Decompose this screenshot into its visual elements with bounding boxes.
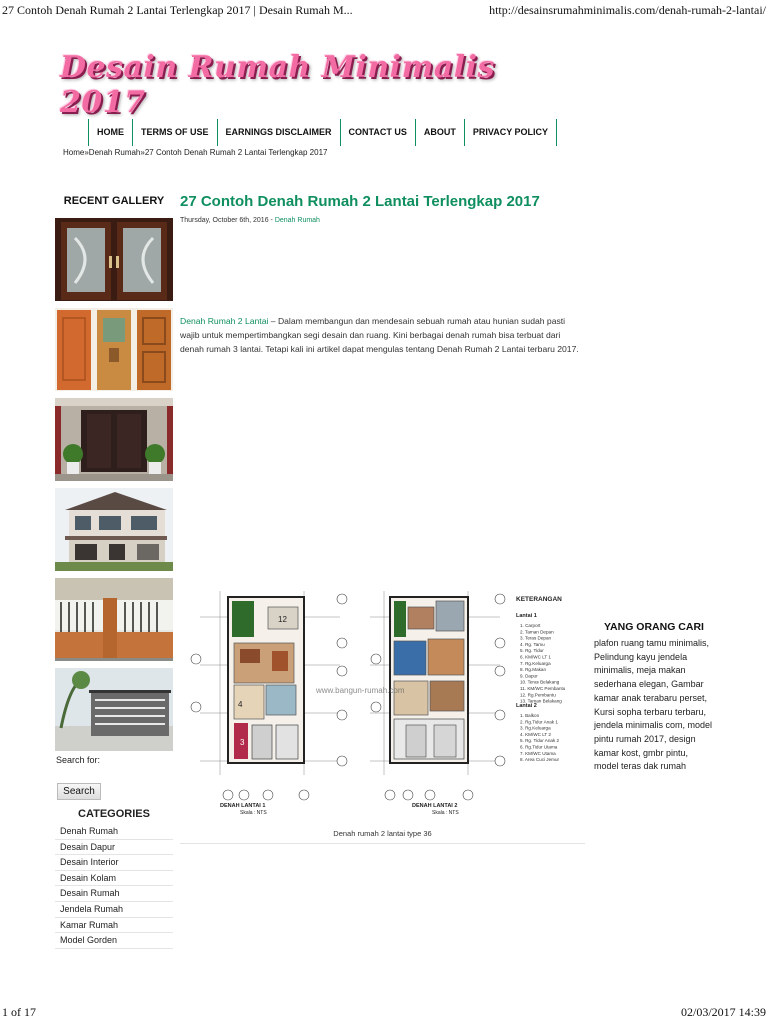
svg-text:12: 12 — [278, 615, 287, 624]
nav-earnings-disclaimer[interactable]: EARNINGS DISCLAIMER — [217, 119, 340, 146]
plan-legend-item: 1. Balkon — [520, 713, 540, 718]
post-body-text: – Dalam membangun dan mendesain sebuah rumah atau hunian sudah pasti wajib untuk mempertimbangkan segi desain dan ruang. Kini berbagai denah rumah bisa terbuat dari denah rumah 3 lantai. Tetapi kali ini artikel dapat mengulas tentang Denah Rumah 2 Lantai terbaru 2017. — [180, 316, 579, 354]
plan-legend-item: 11. KM/WC Pembantu — [520, 686, 566, 691]
gallery-thumb-house[interactable] — [55, 488, 173, 571]
category-kamar-rumah[interactable]: Kamar Rumah — [55, 918, 173, 934]
recent-gallery-title: RECENT GALLERY — [63, 195, 165, 207]
print-page-title: 27 Contoh Denah Rumah 2 Lantai Terlengkap 2017 | Desain Rumah M... — [2, 3, 353, 17]
gallery-thumb-fence[interactable] — [55, 578, 173, 661]
gallery-thumb-entrance[interactable] — [55, 398, 173, 481]
plan-scale-floor2: Skala : NTS — [432, 810, 459, 816]
post-title[interactable]: 27 Contoh Denah Rumah 2 Lantai Terlengkap 2017 — [180, 193, 540, 210]
plan-legend-item: 3. Rg.Keluarga — [520, 725, 551, 731]
plan-legend-item: 2. Rg.Tidur Anak 1 — [520, 719, 558, 725]
main-nav — [88, 119, 557, 146]
plan-legend-item: 13. Taman Belakang — [520, 698, 562, 704]
plan-legend-item: 3. Teras Depan — [520, 635, 552, 641]
post-meta — [180, 217, 320, 224]
site-logo-text: Desain Rumah Minimalis 2017 — [60, 50, 495, 120]
nav-privacy-policy[interactable]: PRIVACY POLICY — [464, 119, 557, 146]
category-desain-kolam[interactable]: Desain Kolam — [55, 871, 173, 887]
post-category-link[interactable]: Denah Rumah — [274, 217, 320, 224]
category-desain-interior[interactable]: Desain Interior — [55, 855, 173, 871]
plan-legend-title: KETERANGAN — [516, 596, 562, 603]
svg-text:4: 4 — [238, 700, 243, 709]
plan-legend-item: 7. Rg.Keluarga — [520, 660, 551, 666]
caption-divider — [180, 843, 585, 844]
plan-legend-item: 10. Teras Belakang — [520, 679, 560, 685]
svg-text:3: 3 — [240, 738, 245, 747]
post-lead-link[interactable]: Denah Rumah 2 Lantai — [180, 316, 269, 326]
plan-legend-item: 5. Rg. Tidur Anak 2 — [520, 738, 560, 744]
category-jendela-rumah[interactable]: Jendela Rumah — [55, 902, 173, 918]
print-page-url: http://desainsrumahminimalis.com/denah-rumah-2-lantai/ — [489, 3, 766, 17]
plan-legend-lantai1: Lantai 1 — [516, 613, 537, 619]
search-label: Search for: — [56, 755, 101, 765]
plan-legend-item: 5. Rg. Tidur — [520, 648, 544, 654]
plan-legend-item: 9. Dapur — [520, 673, 538, 679]
recent-gallery — [55, 218, 173, 758]
search-button[interactable]: Search — [57, 783, 101, 800]
categories-title: CATEGORIES — [78, 808, 150, 820]
plan-legend-item: 7. KM/WC Utama — [520, 750, 556, 756]
post-body — [180, 314, 585, 356]
plan-watermark: www.bangun-rumah.com — [316, 686, 405, 695]
breadcrumb[interactable]: Home»Denah Rumah»27 Contoh Denah Rumah 2 Lantai Terlengkap 2017 — [63, 148, 328, 157]
plan-scale-floor1: Skala : NTS — [240, 810, 267, 816]
plan-legend-item: 12. Rg.Pembantu — [520, 692, 556, 698]
plan-legend-item: 1. Carport — [520, 623, 541, 628]
category-desain-dapur[interactable]: Desain Dapur — [55, 840, 173, 856]
gallery-thumb-wooden-doors[interactable] — [55, 308, 173, 391]
site-logo[interactable] — [60, 50, 530, 120]
print-footer — [0, 1002, 768, 1024]
floor-plan-image[interactable] — [180, 577, 585, 823]
plan-caption: Denah rumah 2 lantai type 36 — [333, 829, 432, 838]
plan-legend-item: 6. Rg.Tidur Utama — [520, 744, 558, 750]
plan-legend-item: 2. Taman Depan — [520, 629, 554, 635]
plan-label-floor2: DENAH LANTAI 2 — [412, 803, 458, 809]
plan-legend-item: 8. Rg.Makan — [520, 667, 547, 673]
categories-widget — [55, 808, 173, 949]
nav-contact-us[interactable]: CONTACT US — [340, 119, 415, 146]
print-page-number: 1 of 17 — [2, 1005, 36, 1019]
gallery-thumb-gate[interactable] — [55, 668, 173, 751]
print-header — [0, 0, 768, 20]
recent-gallery-header — [55, 195, 173, 207]
nav-home[interactable]: HOME — [88, 119, 132, 146]
gallery-thumb-glass-door[interactable] — [55, 218, 173, 301]
nav-terms-of-use[interactable]: TERMS OF USE — [132, 119, 217, 146]
plan-legend-item: 8. Area Cuci Jemur — [520, 757, 560, 763]
nav-about[interactable]: ABOUT — [415, 119, 464, 146]
category-denah-rumah[interactable]: Denah Rumah — [55, 824, 173, 840]
plan-legend-lantai2: Lantai 2 — [516, 703, 537, 709]
search-terms-list[interactable]: plafon ruang tamu minimalis, Pelindung kayu jendela minimalis, meja makan sederhana elegan, Gambar kamar anak terabaru perset, Kursi sopha terbaru terbaru, jendela minimalis com, model pintu rumah 2017, design kamar kost, gmbr pintu, model teras dak rumah — [594, 638, 713, 772]
category-desain-rumah[interactable]: Desain Rumah — [55, 886, 173, 902]
post-date: Thursday, October 6th, 2016 - — [180, 217, 275, 224]
plan-legend-item: 6. KM/WC LT 1 — [520, 654, 551, 660]
plan-label-floor1: DENAH LANTAI 1 — [220, 803, 266, 809]
print-datetime: 02/03/2017 14:39 — [680, 1005, 766, 1019]
search-terms-title: YANG ORANG CARI — [604, 621, 704, 633]
plan-legend-lantai2-list — [520, 713, 560, 762]
plan-legend-item: 4. KM/WC LT 2 — [520, 731, 551, 737]
plan-legend-item: 4. Rg. Tamu — [520, 641, 545, 647]
category-model-gorden[interactable]: Model Gorden — [55, 933, 173, 949]
